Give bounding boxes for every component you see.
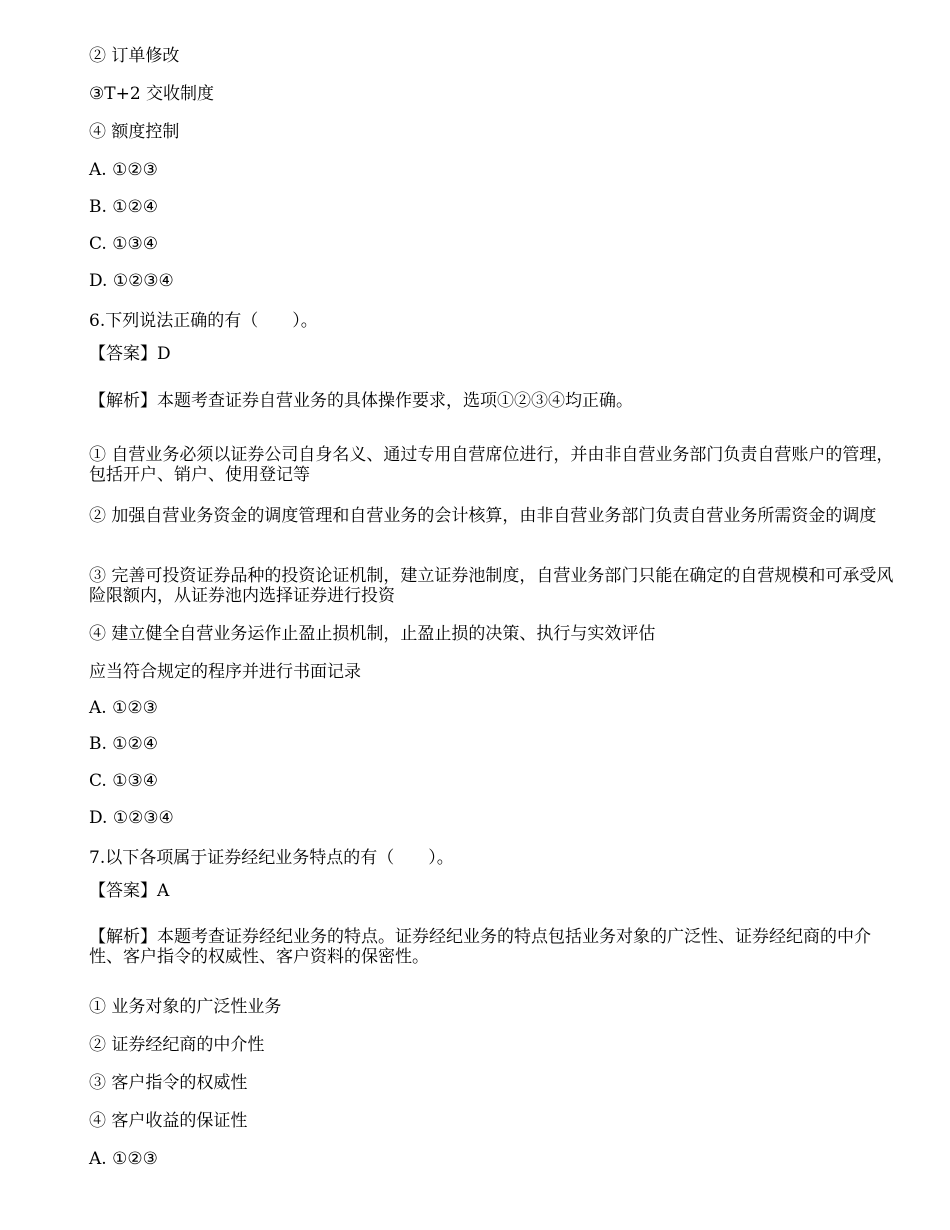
- option-item: ③ 客户指令的权威性: [89, 1073, 248, 1093]
- choice-c: C. ①③④: [89, 234, 158, 254]
- analysis-7: 【解析】本题考查证券经纪业务的特点。证券经纪业务的特点包括业务对象的广泛性、证券经纪商的中介性、客户指令的权威性、客户资料的保密性。: [89, 927, 871, 967]
- choice-b: B. ①②④: [89, 734, 159, 754]
- option-item: ④ 建立健全自营业务运作止盈止损机制，止盈止损的决策、执行与实效评估: [89, 624, 656, 644]
- answer-6: 【答案】D: [89, 344, 171, 364]
- option-item: ① 自营业务必须以证券公司自身名义、通过专用自营席位进行，并由非自营业务部门负责自营账户的管理，包括开户、销户、使用登记等: [89, 445, 894, 485]
- option-item: ③T+2 交收制度: [89, 84, 215, 104]
- choice-d: D. ①②③④: [89, 808, 174, 828]
- option-item: ② 加强自营业务资金的调度管理和自营业务的会计核算，由非自营业务部门负责自营业务所需资金的调度: [89, 506, 877, 526]
- option-item: ④ 额度控制: [89, 122, 180, 142]
- choice-a: A. ①②③: [89, 1149, 158, 1169]
- question-7: 7.以下各项属于证券经纪业务特点的有（ ）。: [89, 848, 454, 868]
- choice-b: B. ①②④: [89, 197, 159, 217]
- option-item: ③ 完善可投资证券品种的投资论证机制，建立证券池制度，自营业务部门只能在确定的自营规模和可承受风险限额内，从证券池内选择证券进行投资: [89, 566, 894, 606]
- answer-7: 【答案】A: [89, 881, 170, 901]
- choice-a: A. ①②③: [89, 698, 158, 718]
- option-item-continued: 应当符合规定的程序并进行书面记录: [89, 662, 361, 682]
- option-item: ① 业务对象的广泛性业务: [89, 997, 282, 1017]
- choice-a: A. ①②③: [89, 160, 158, 180]
- option-item: ② 证券经纪商的中介性: [89, 1035, 265, 1055]
- option-item: ④ 客户收益的保证性: [89, 1111, 248, 1131]
- option-item: ② 订单修改: [89, 46, 180, 66]
- question-6: 6.下列说法正确的有（ ）。: [89, 311, 318, 331]
- analysis-6: 【解析】本题考查证券自营业务的具体操作要求，选项①②③④均正确。: [89, 391, 633, 411]
- choice-c: C. ①③④: [89, 771, 158, 791]
- choice-d: D. ①②③④: [89, 271, 174, 291]
